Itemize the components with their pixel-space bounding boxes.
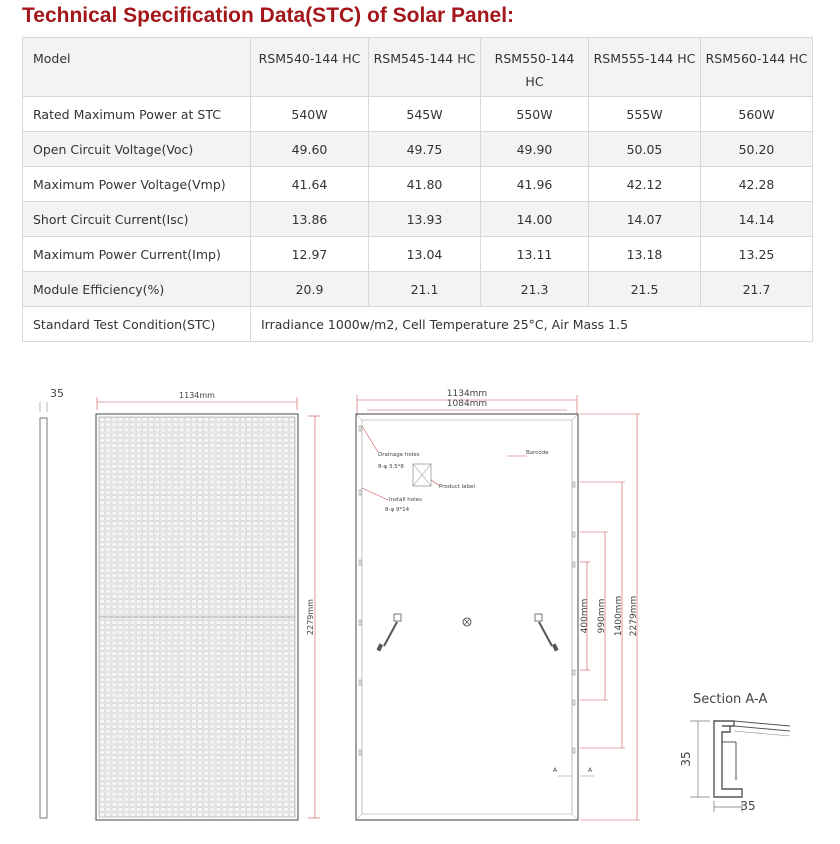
drainage-holes-label: Drainage holes [378, 452, 420, 458]
section-marker-left: A [553, 767, 558, 774]
table-cell: 12.97 [251, 237, 369, 272]
junction-box-icon [463, 618, 471, 626]
row-label: Short Circuit Current(Isc) [23, 202, 251, 237]
model-header: RSM550-144 HC [481, 38, 589, 97]
drainage-holes-size: 8-φ 3.5*8 [378, 464, 404, 470]
table-row [23, 237, 813, 272]
back-width-inner-label: 1084mm [446, 399, 488, 409]
table-cell: 50.05 [589, 132, 701, 167]
section-height-label: 35 [679, 751, 693, 767]
table-cell: 550W [481, 97, 589, 132]
dim-400-label: 400mm [580, 598, 590, 634]
table-cell: 13.25 [701, 237, 813, 272]
table-cell: 14.07 [589, 202, 701, 237]
table-cell: 545W [369, 97, 481, 132]
table-cell: 42.12 [589, 167, 701, 202]
header-model-label: Model [23, 38, 251, 97]
dim-2279-label: 2279mm [629, 595, 639, 637]
row-label: Rated Maximum Power at STC [23, 97, 251, 132]
table-header-row [23, 38, 813, 97]
model-header: RSM560-144 HC [701, 38, 813, 97]
stc-condition: Irradiance 1000w/m2, Cell Temperature 25°C, Air Mass 1.5 [251, 307, 813, 342]
table-cell: 13.04 [369, 237, 481, 272]
table-cell: 41.64 [251, 167, 369, 202]
section-title: Section A-A [693, 692, 768, 707]
side-view [40, 387, 64, 818]
table-cell: 50.20 [701, 132, 813, 167]
table-cell: 21.1 [369, 272, 481, 307]
row-label: Maximum Power Voltage(Vmp) [23, 167, 251, 202]
model-header: RSM555-144 HC [589, 38, 701, 97]
table-cell: 555W [589, 97, 701, 132]
page-title: Technical Specification Data(STC) of Solar Panel: [22, 4, 515, 27]
row-label: Open Circuit Voltage(Voc) [23, 132, 251, 167]
table-cell: 13.18 [589, 237, 701, 272]
table-row [23, 132, 813, 167]
table-cell: 13.93 [369, 202, 481, 237]
section-width-label: 35 [740, 799, 756, 813]
table-cell: 14.14 [701, 202, 813, 237]
spec-table [22, 37, 813, 342]
table-cell: 21.5 [589, 272, 701, 307]
panel-drawing [0, 370, 840, 844]
table-cell: 560W [701, 97, 813, 132]
section-aa [679, 692, 790, 813]
table-cell: 49.60 [251, 132, 369, 167]
back-view [356, 389, 640, 820]
row-label: Maximum Power Current(Imp) [23, 237, 251, 272]
table-cell: 540W [251, 97, 369, 132]
front-width-label: 1134mm [179, 391, 215, 400]
table-cell: 21.7 [701, 272, 813, 307]
install-holes-size: 8-φ 9*14 [385, 507, 410, 513]
table-cell: 41.96 [481, 167, 589, 202]
table-row-stc [23, 307, 813, 342]
table-cell: 13.11 [481, 237, 589, 272]
table-cell: 42.28 [701, 167, 813, 202]
table-cell: 13.86 [251, 202, 369, 237]
table-cell: 21.3 [481, 272, 589, 307]
install-holes-label: Install holes [389, 497, 422, 503]
section-marker-right: A [588, 767, 593, 774]
row-label: Standard Test Condition(STC) [23, 307, 251, 342]
front-height-label: 2279mm [306, 599, 315, 635]
table-cell: 49.90 [481, 132, 589, 167]
table-cell: 41.80 [369, 167, 481, 202]
table-row [23, 272, 813, 307]
table-cell: 49.75 [369, 132, 481, 167]
table-row [23, 97, 813, 132]
table-cell: 20.9 [251, 272, 369, 307]
product-label-text: Product label [439, 484, 475, 490]
front-view [96, 391, 320, 820]
table-row [23, 202, 813, 237]
dim-1400-label: 1400mm [614, 595, 624, 637]
row-label: Module Efficiency(%) [23, 272, 251, 307]
model-header: RSM545-144 HC [369, 38, 481, 97]
barcode-label: Barcode [526, 450, 549, 456]
dim-990-label: 990mm [597, 598, 607, 634]
table-cell: 14.00 [481, 202, 589, 237]
table-row [23, 167, 813, 202]
back-width-outer-label: 1134mm [446, 389, 488, 399]
model-header: RSM540-144 HC [251, 38, 369, 97]
side-thickness-label: 35 [50, 387, 64, 400]
